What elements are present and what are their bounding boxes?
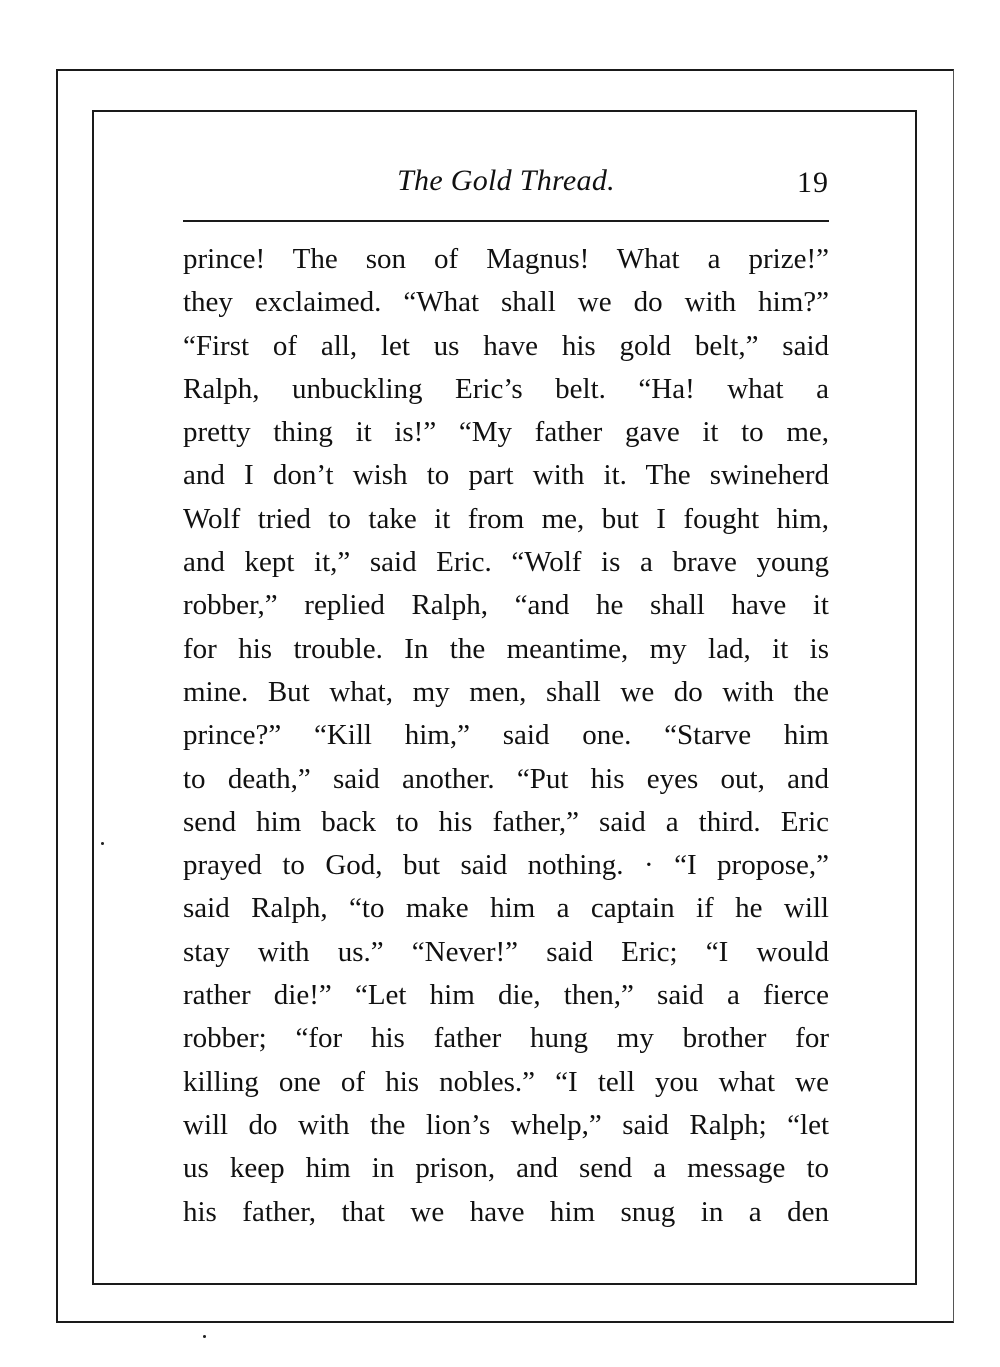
- text-line: mine. But what, my men, shall we do with the: [183, 675, 829, 708]
- text-line: will do with the lion’s whelp,” said Ralph; “let: [183, 1108, 829, 1141]
- text-line: his father, that we have him snug in a den: [183, 1195, 829, 1228]
- text-line: Ralph, unbuckling Eric’s belt. “Ha! what a: [183, 372, 829, 405]
- page-number: 19: [797, 166, 829, 199]
- text-line: they exclaimed. “What shall we do with him?”: [183, 286, 829, 319]
- running-head: [183, 160, 829, 210]
- header-rule: [183, 220, 829, 222]
- text-line: for his trouble. In the meantime, my lad, it is: [183, 632, 829, 665]
- running-head-title: The Gold Thread.: [397, 164, 615, 197]
- text-line: prayed to God, but said nothing. · “I propose,”: [183, 849, 829, 882]
- text-line: and I don’t wish to part with it. The swineherd: [183, 459, 829, 492]
- text-line: pretty thing it is!” “My father gave it to me,: [183, 416, 829, 449]
- text-line: rather die!” “Let him die, then,” said a fierce: [183, 979, 829, 1012]
- text-line: “First of all, let us have his gold belt,” said: [183, 329, 829, 362]
- text-line: robber,” replied Ralph, “and he shall have it: [183, 589, 829, 622]
- text-line: killing one of his nobles.” “I tell you what we: [183, 1065, 829, 1098]
- print-speck: [101, 842, 104, 845]
- text-line: said Ralph, “to make him a captain if he will: [183, 892, 829, 925]
- text-line: stay with us.” “Never!” said Eric; “I would: [183, 935, 829, 968]
- text-line: us keep him in prison, and send a message to: [183, 1152, 829, 1185]
- text-line: prince! The son of Magnus! What a prize!”: [183, 243, 829, 275]
- body-text: [183, 238, 829, 1234]
- text-line: Wolf tried to take it from me, but I fought him,: [183, 502, 829, 535]
- print-speck: [203, 1335, 206, 1338]
- text-line: and kept it,” said Eric. “Wolf is a brave young: [183, 546, 829, 579]
- text-line: to death,” said another. “Put his eyes out, and: [183, 762, 829, 795]
- text-line: send him back to his father,” said a third. Eric: [183, 805, 829, 838]
- text-line: prince?” “Kill him,” said one. “Starve him: [183, 719, 829, 752]
- text-line: robber; “for his father hung my brother for: [183, 1022, 829, 1055]
